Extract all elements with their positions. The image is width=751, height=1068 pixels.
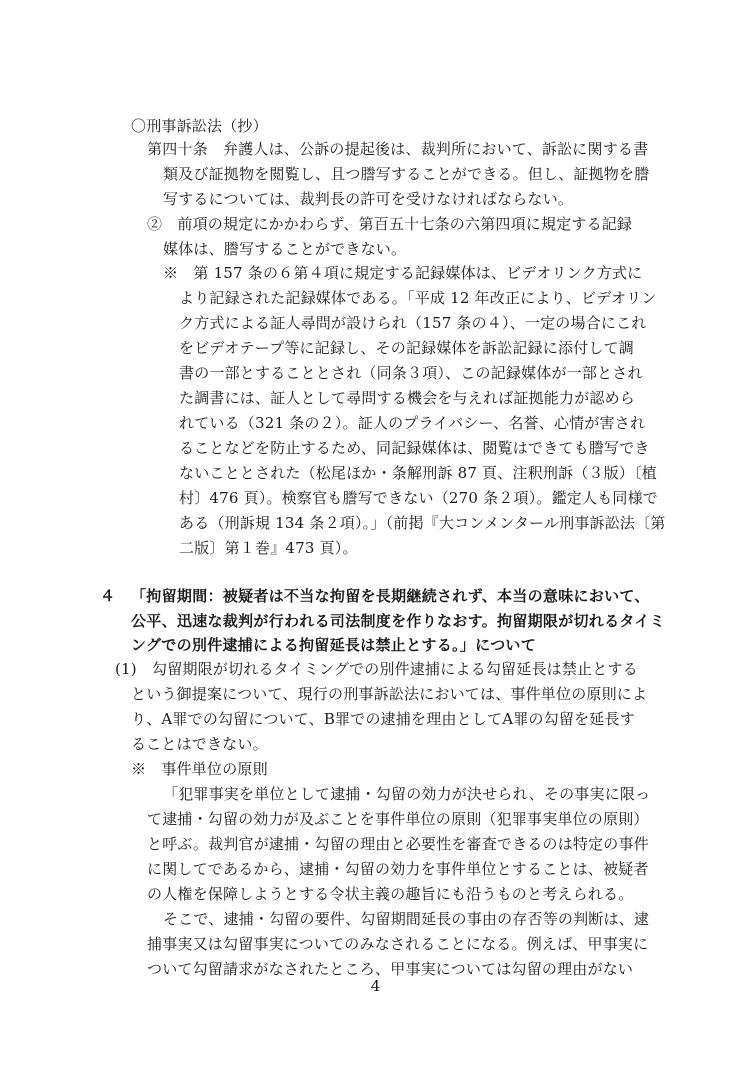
principle-para1-line-2: て逮捕・勾留の効力が及ぶことを事件単位の原則（犯罪事実単位の原則） [147, 810, 649, 828]
excerpt-heading: 〇刑事訴訟法（抄） [131, 117, 268, 135]
principle-para1-line-4: に関してであるから、逮捕・勾留の効力を事件単位とすることは、被疑者 [147, 860, 649, 878]
article40-line-3: 写するについては、裁判長の許可を受けなければならない。 [163, 190, 574, 208]
note-line-6: た調書には、証人として尋問する機会を与えれば証拠能力が認めら [179, 389, 636, 407]
item1-line-2: という御提案について、現行の刑事訴訟法においては、事件単位の原則によ [131, 685, 648, 703]
principle-para1-line-3: と呼ぶ。裁判官が逮捕・勾留の理由と必要性を審査できるのは特定の事件 [147, 835, 649, 853]
paragraph2-line-2: 媒体は、謄写することができない。 [163, 240, 407, 258]
note-line-2: より記録された記録媒体である。「平成 12 年改正により、ビデオリン [179, 289, 657, 307]
item1-line-4: ることはできない。 [131, 735, 268, 753]
page-number: 4 [370, 977, 381, 995]
note-line-11: ある（刑訴規 134 条２項）。」（前掲『大コンメンタール刑事訴訟法〔第 [179, 514, 666, 532]
note-line-12: 二版〕第１巻』473 頁）。 [179, 539, 358, 557]
section4-heading-line-2: 公平、迅速な裁判が行われる司法制度を作りなおす。拘留期限が切れるタイミ [131, 612, 666, 630]
note-line-4: をビデオテープ等に記録し、その記録媒体を訴訟記録に添付して調 [179, 339, 634, 357]
principle-para2-line-1: そこで、逮捕・勾留の要件、勾留期間延長の事由の存否等の判断は、逮 [163, 910, 650, 928]
note-line-7: れている（321 条の２）。証人のプライバシー、名誉、心情が害され [179, 414, 646, 432]
note-line-3: ク方式による証人尋問が設けられ（157 条の４）、一定の場合にこれ [179, 314, 647, 332]
note-line-8: ることなどを防止するため、同記録媒体は、閲覧はできても謄写でき [179, 439, 650, 457]
article40-line-1: 第四十条 弁護人は、公訴の提起後は、裁判所において、訴訟に関する書 [147, 140, 649, 158]
note-line-9: ないこととされた（松尾ほか・条解刑訴 87 頁、注釈刑訴（３版）〔植 [179, 464, 657, 482]
section-number: ４ [100, 587, 116, 605]
principle-para2-line-2: 捕事実又は勾留事実についてのみなされることになる。例えば、甲事実に [147, 935, 649, 953]
section4-heading-line-1: 「拘留期間：被疑者は不当な拘留を長期継続されず、本当の意味において、 [131, 587, 650, 605]
note-line-1: ※ 第 157 条の６第４項に規定する記録媒体は、ビデオリンク方式に [163, 264, 643, 282]
item1-line-3: り、A罪での勾留について、B罪での逮捕を理由としてA罪の勾留を延長す [131, 710, 635, 728]
article40-line-2: 類及び証拠物を閲覧し、且つ謄写することができる。但し、証拠物を謄 [163, 165, 650, 183]
note-line-5: 書の一部とすることとされ（同条３項）、この記録媒体が一部とされ [179, 364, 643, 382]
item1-line-1: (1) 勾留期限が切れるタイミングでの別件逮捕による勾留延長は禁止とする [115, 660, 638, 678]
principle-heading: ※ 事件単位の原則 [131, 760, 268, 778]
paragraph2-line-1: ② 前項の規定にかかわらず、第百五十七条の六第四項に規定する記録 [147, 215, 633, 233]
principle-para1-line-5: の人権を保障しようとする令状主義の趣旨にも沿うものと考えられる。 [147, 885, 634, 903]
note-line-10: 村〕476 頁）。検察官も謄写できない（270 条２項）。鑑定人も同様で [179, 489, 658, 507]
section4-heading-line-3: ングでの別件逮捕による拘留延長は禁止とする。」について [131, 636, 537, 654]
principle-para2-line-3: ついて勾留請求がなされたところ、甲事実については勾留の理由がない [147, 960, 634, 978]
principle-para1-line-1: 「犯罪事実を単位として逮捕・勾留の効力が決せられ、その事実に限っ [163, 785, 651, 803]
